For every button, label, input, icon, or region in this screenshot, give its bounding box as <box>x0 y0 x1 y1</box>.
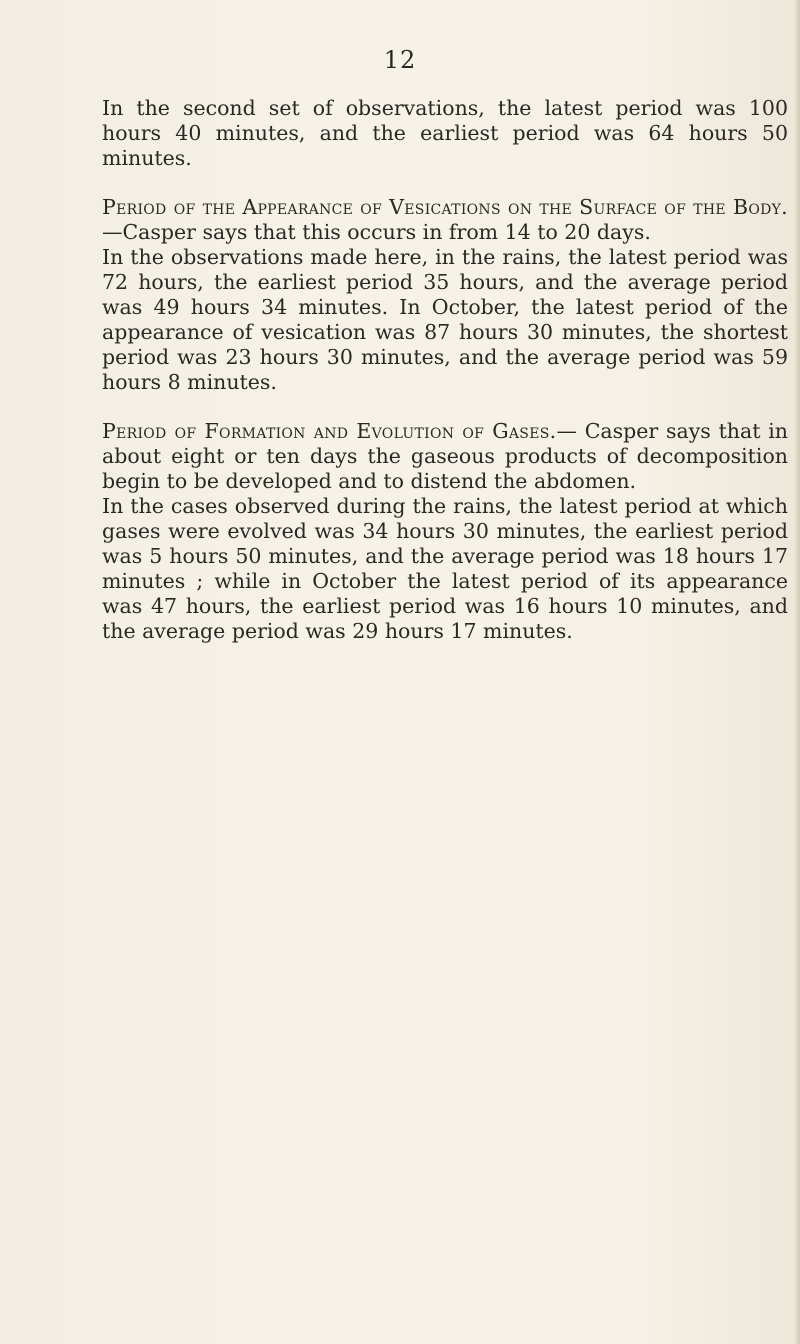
paragraph-text: In the observations made here, in the rains, the latest period was 72 hours, the earliest period 35 hours, and the average period was 49 hours 34 minutes. In October, the latest period of the appearance of vesication was 87 hours 30 minutes, the shortest period was 23 hours 30 minutes, and the average period was 59 hours 8 minutes. <box>102 245 788 394</box>
paragraph-text: — Casper says that in about eight or ten days the gaseous products of decomposition begin to be developed and to distend the abdomen. <box>102 419 789 493</box>
paragraph-vesications-heading <box>102 195 788 245</box>
body-text <box>102 96 788 644</box>
paragraph-gases-heading <box>102 419 788 494</box>
paragraph-text: —Casper says that this occurs in from 14 to 20 days. <box>102 220 651 244</box>
page-number: 12 <box>383 46 417 74</box>
paragraph-text: In the cases observed during the rains, the latest period at which gases were evolved was 34 hours 30 minutes, the earliest period was 5 hours 50 minutes, and the average period was 18 hours 17 minutes ; while in October the latest period of its appearance was 47 hours, the earliest period was 16 hours 10 minutes, and the average period was 29 hours 17 minutes. <box>102 494 788 643</box>
section-heading-gases: Period of Formation and Evolution of Gases. <box>102 419 557 443</box>
paragraph-gases-observations <box>102 494 788 644</box>
paragraph-text: In the second set of observations, the latest period was 100 hours 40 minutes, and the earliest period was 64 hours 50 minutes. <box>102 96 788 170</box>
section-heading-vesications: Period of the Appearance of Vesications on the Surface of the Body. <box>102 195 788 219</box>
paragraph-second-set <box>102 96 788 171</box>
page-edge-shadow <box>794 0 800 1344</box>
paragraph-vesications-observations <box>102 245 788 395</box>
